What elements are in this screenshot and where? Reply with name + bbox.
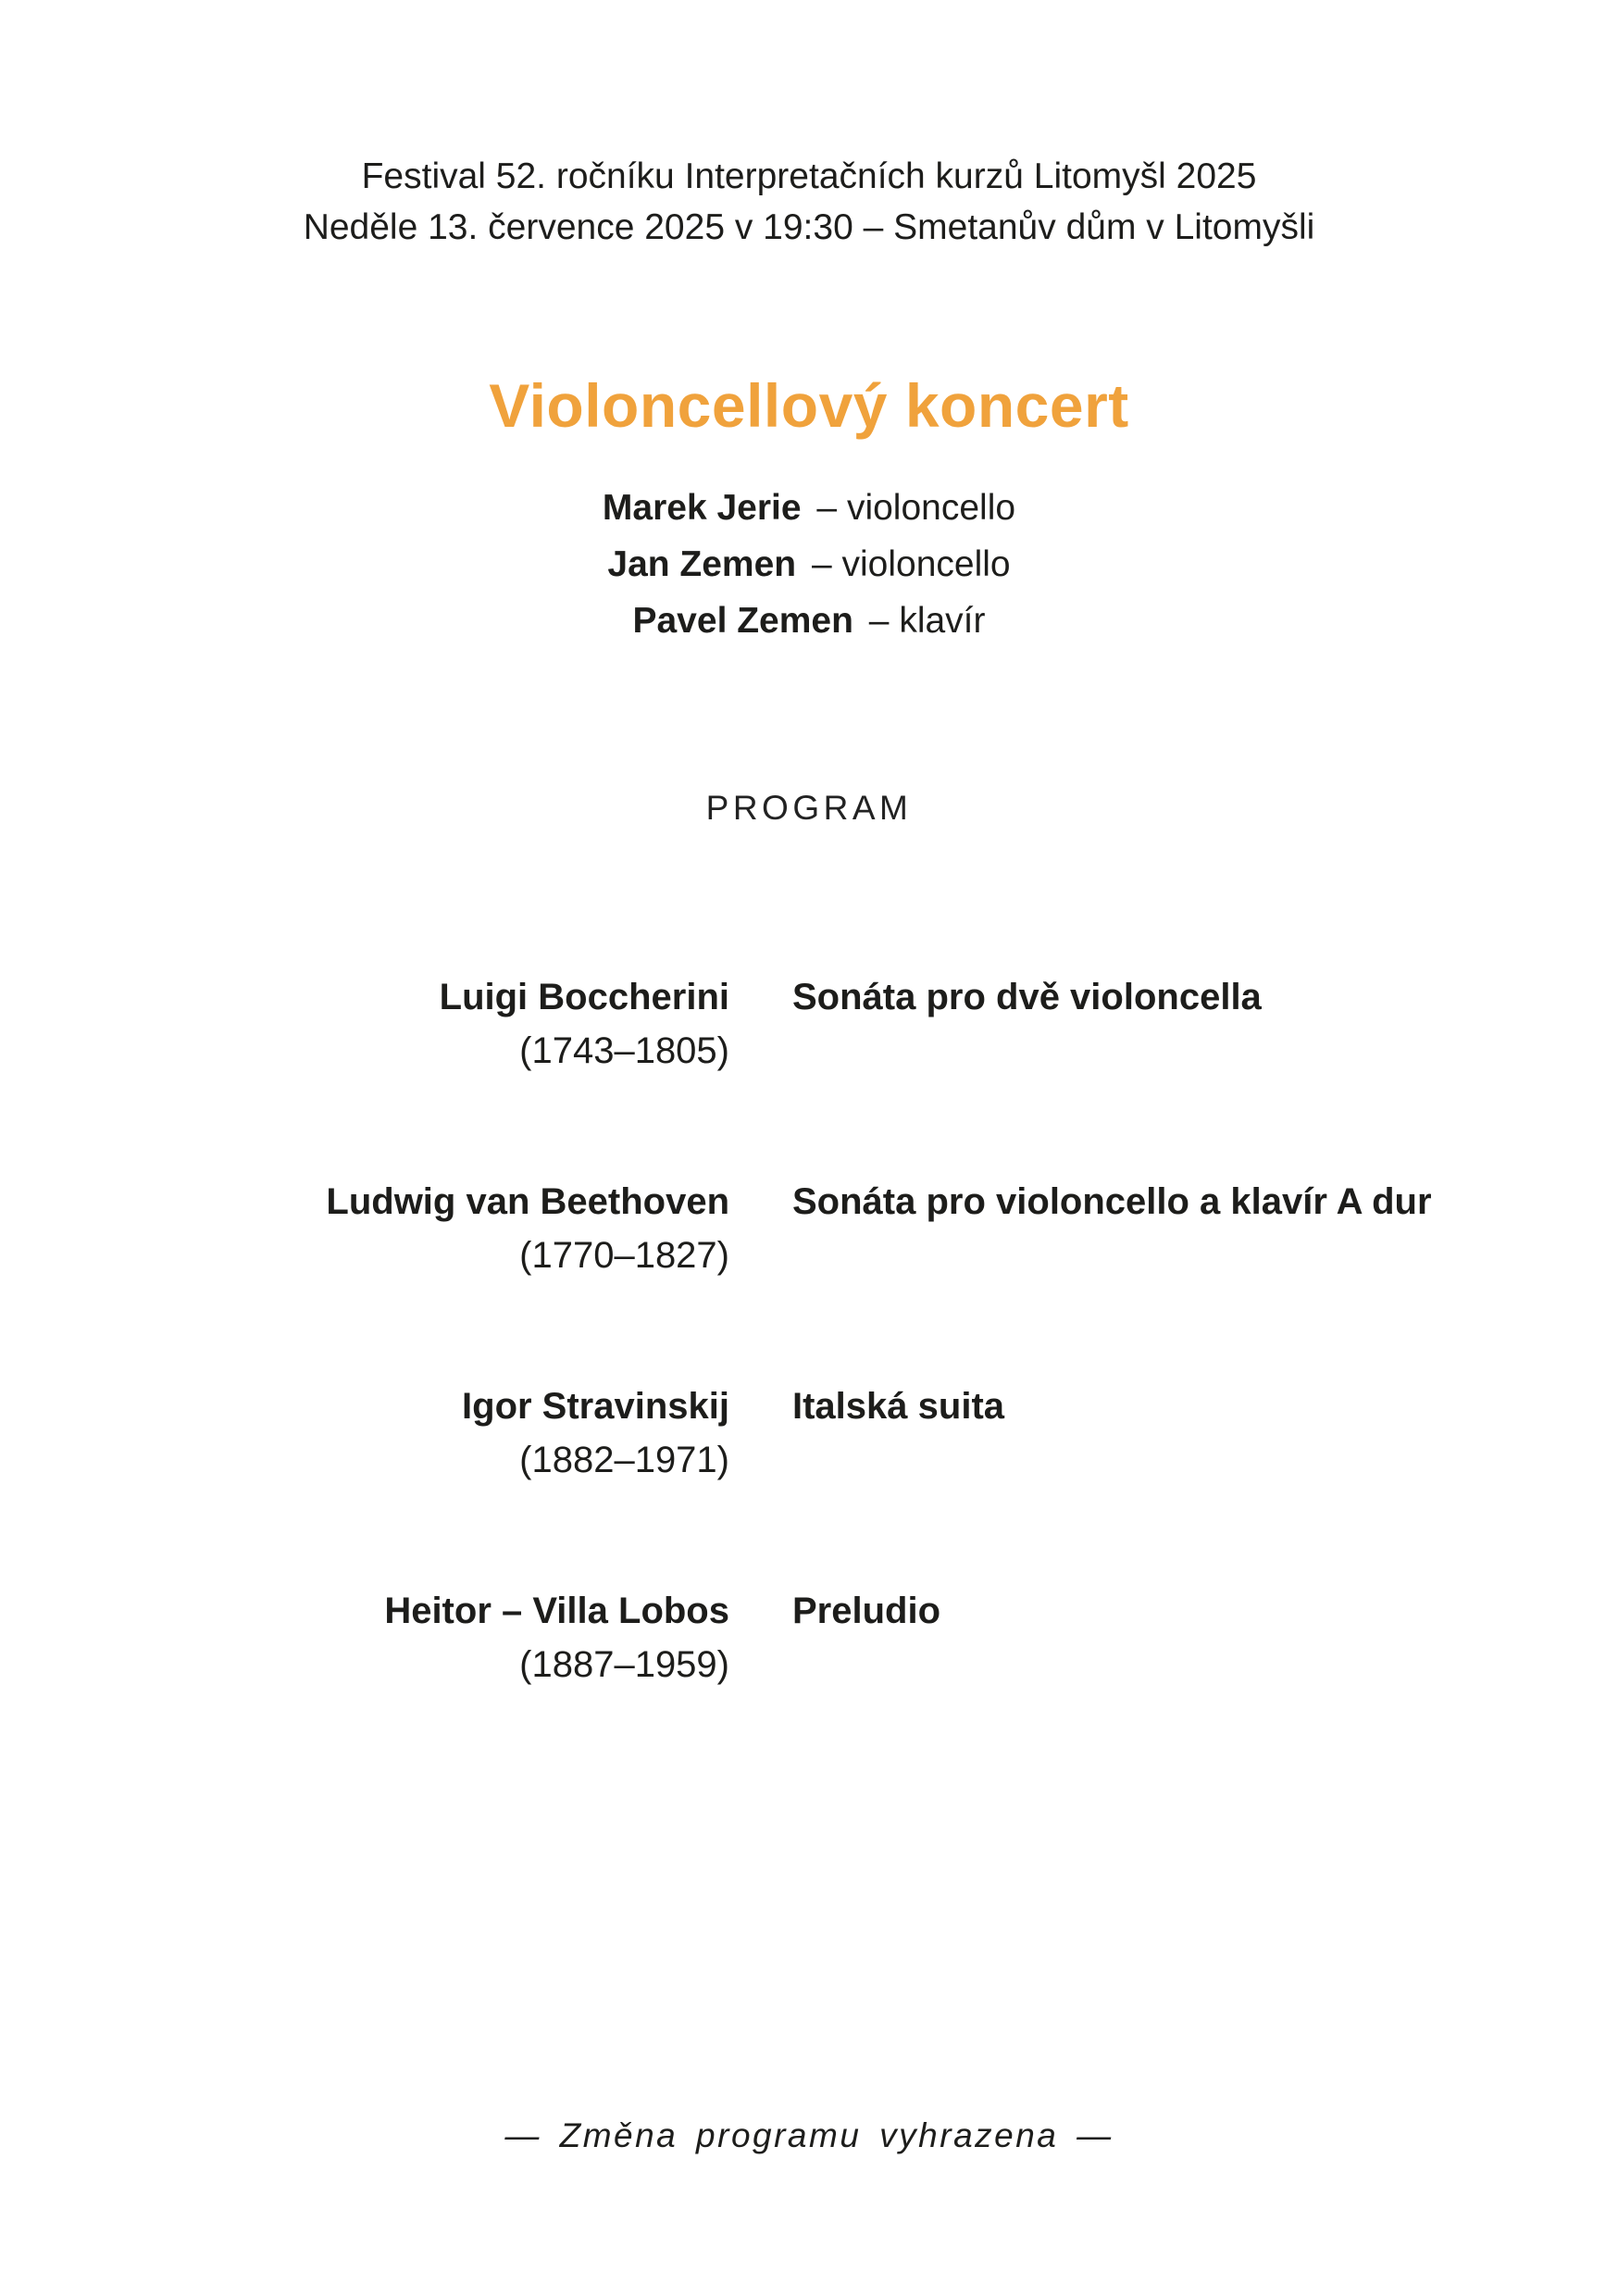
composer-name: Heitor – Villa Lobos [384, 1591, 729, 1631]
composer-cell [0, 970, 729, 1078]
composer-cell [0, 1584, 729, 1691]
performer-instrument: – klavír [868, 601, 986, 641]
program-heading: PROGRAM [705, 789, 913, 827]
composer-years: (1743–1805) [519, 1030, 729, 1071]
composer-years: (1770–1827) [519, 1235, 729, 1276]
performer-name: Pavel Zemen [632, 601, 853, 641]
performer-instrument: – violoncello [816, 488, 1016, 528]
program-item [0, 1175, 1618, 1282]
program-item [0, 1379, 1618, 1487]
composer-name: Ludwig van Beethoven [326, 1181, 729, 1222]
program-item [0, 970, 1618, 1078]
performer-name: Jan Zemen [607, 544, 797, 584]
performer-line [0, 536, 1618, 593]
performer-instrument: – violoncello [811, 544, 1011, 584]
composer-years: (1882–1971) [519, 1440, 729, 1480]
work-title: Sonáta pro dvě violoncella [792, 977, 1262, 1017]
composer-name: Luigi Boccherini [439, 977, 729, 1017]
composer-cell [0, 1379, 729, 1487]
festival-line: Festival 52. ročníku Interpretačních kurzů Litomyšl 2025 [361, 156, 1257, 196]
performer-line [0, 480, 1618, 536]
composer-name: Igor Stravinskij [462, 1386, 729, 1427]
work-title: Sonáta pro violoncello a klavír A dur [792, 1181, 1432, 1222]
composer-years: (1887–1959) [519, 1644, 729, 1685]
work-title: Preludio [792, 1591, 941, 1631]
event-header [0, 151, 1618, 253]
program-item [0, 1584, 1618, 1691]
concert-title: Violoncellový koncert [489, 371, 1129, 441]
program-change-note: — Změna programu vyhrazena — [504, 2116, 1114, 2154]
performer-line [0, 593, 1618, 649]
composer-cell [0, 1175, 729, 1282]
program-list [0, 970, 1618, 1789]
work-title: Italská suita [792, 1386, 1005, 1427]
date-venue-line: Neděle 13. července 2025 v 19:30 – Smetanův dům v Litomyšli [303, 207, 1315, 247]
performers-list [0, 480, 1618, 649]
performer-name: Marek Jerie [602, 488, 802, 528]
